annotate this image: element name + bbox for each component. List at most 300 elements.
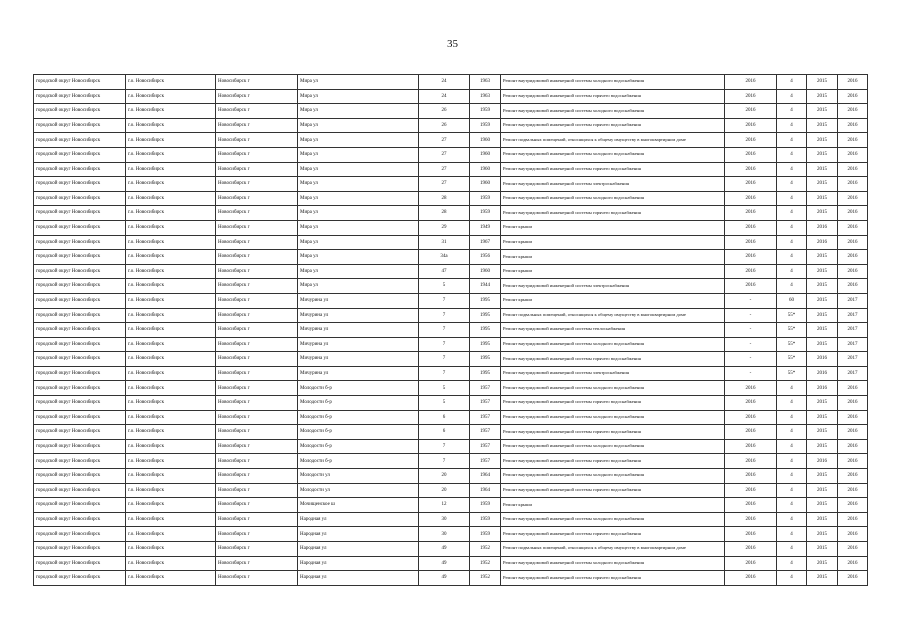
start-year-cell: 2015 (807, 571, 838, 586)
settlement-cell: г.о. Новосибирск (126, 571, 216, 586)
work-type-cell: Ремонт крыши (501, 293, 725, 308)
start-year-cell: 2016 (807, 381, 838, 396)
plan-year-cell: - (725, 293, 777, 308)
house-number-cell: 20 (419, 469, 470, 484)
table-row (34, 571, 868, 586)
start-year-cell: 2015 (807, 162, 838, 177)
build-year-cell: 1949 (470, 220, 501, 235)
wear-percent-cell: 4 (777, 512, 807, 527)
city-cell: Новосибирск г (216, 133, 298, 148)
municipality-cell: городской округ Новосибирск (34, 250, 126, 265)
street-cell: Молодости ул (298, 483, 419, 498)
plan-year-cell: - (725, 352, 777, 367)
house-number-cell: 24 (419, 89, 470, 104)
city-cell: Новосибирск г (216, 454, 298, 469)
work-type-cell: Ремонт крыши (501, 235, 725, 250)
build-year-cell: 1957 (470, 454, 501, 469)
wear-percent-cell: 4 (777, 104, 807, 119)
build-year-cell: 1960 (470, 264, 501, 279)
start-year-cell: 2015 (807, 512, 838, 527)
wear-percent-cell: 4 (777, 220, 807, 235)
table-row (34, 498, 868, 513)
plan-year-cell: 2016 (725, 483, 777, 498)
start-year-cell: 2015 (807, 396, 838, 411)
settlement-cell: г.о. Новосибирск (126, 410, 216, 425)
work-type-cell: Ремонт внутридомовой инженерной системы холодного водоснабжения (501, 556, 725, 571)
table-row (34, 425, 868, 440)
wear-percent-cell: 4 (777, 177, 807, 192)
work-type-cell: Ремонт внутридомовой инженерной системы теплоснабжения (501, 323, 725, 338)
settlement-cell: г.о. Новосибирск (126, 556, 216, 571)
page-number: 35 (447, 38, 458, 50)
start-year-cell: 2015 (807, 498, 838, 513)
table-row (34, 308, 868, 323)
wear-percent-cell: 4 (777, 571, 807, 586)
street-cell: Молодости б-р (298, 396, 419, 411)
wear-percent-cell: 4 (777, 542, 807, 557)
end-year-cell: 2016 (838, 469, 868, 484)
city-cell: Новосибирск г (216, 396, 298, 411)
build-year-cell: 1960 (470, 147, 501, 162)
plan-year-cell: 2016 (725, 527, 777, 542)
build-year-cell: 1964 (470, 483, 501, 498)
settlement-cell: г.о. Новосибирск (126, 439, 216, 454)
plan-year-cell: 2016 (725, 542, 777, 557)
municipality-cell: городской округ Новосибирск (34, 454, 126, 469)
settlement-cell: г.о. Новосибирск (126, 498, 216, 513)
build-year-cell: 1960 (470, 133, 501, 148)
city-cell: Новосибирск г (216, 104, 298, 119)
settlement-cell: г.о. Новосибирск (126, 118, 216, 133)
start-year-cell: 2015 (807, 104, 838, 119)
city-cell: Новосибирск г (216, 177, 298, 192)
city-cell: Новосибирск г (216, 235, 298, 250)
municipality-cell: городской округ Новосибирск (34, 483, 126, 498)
start-year-cell: 2015 (807, 425, 838, 440)
plan-year-cell: 2016 (725, 556, 777, 571)
settlement-cell: г.о. Новосибирск (126, 293, 216, 308)
work-type-cell: Ремонт внутридомовой инженерной системы холодного водоснабжения (501, 337, 725, 352)
build-year-cell: 1964 (470, 469, 501, 484)
house-number-cell: 26 (419, 104, 470, 119)
municipality-cell: городской округ Новосибирск (34, 337, 126, 352)
work-type-cell: Ремонт внутридомовой инженерной системы электроснабжения (501, 177, 725, 192)
municipality-cell: городской округ Новосибирск (34, 556, 126, 571)
house-number-cell: 7 (419, 352, 470, 367)
work-type-cell: Ремонт внутридомовой инженерной системы горячего водоснабжения (501, 162, 725, 177)
city-cell: Новосибирск г (216, 571, 298, 586)
build-year-cell: 1957 (470, 381, 501, 396)
plan-year-cell: 2016 (725, 133, 777, 148)
street-cell: Молодости б-р (298, 381, 419, 396)
table-row (34, 162, 868, 177)
wear-percent-cell: 4 (777, 396, 807, 411)
end-year-cell: 2016 (838, 206, 868, 221)
start-year-cell: 2015 (807, 542, 838, 557)
wear-percent-cell: 4 (777, 439, 807, 454)
wear-percent-cell: 4 (777, 147, 807, 162)
work-type-cell: Ремонт внутридомовой инженерной системы горячего водоснабжения (501, 118, 725, 133)
wear-percent-cell: 60 (777, 293, 807, 308)
work-type-cell: Ремонт внутридомовой инженерной системы горячего водоснабжения (501, 483, 725, 498)
house-number-cell: 31 (419, 235, 470, 250)
start-year-cell: 2016 (807, 220, 838, 235)
settlement-cell: г.о. Новосибирск (126, 469, 216, 484)
work-type-cell: Ремонт внутридомовой инженерной системы горячего водоснабжения (501, 352, 725, 367)
table-row (34, 89, 868, 104)
settlement-cell: г.о. Новосибирск (126, 133, 216, 148)
table-row (34, 206, 868, 221)
work-type-cell: Ремонт внутридомовой инженерной системы холодного водоснабжения (501, 104, 725, 119)
settlement-cell: г.о. Новосибирск (126, 75, 216, 90)
city-cell: Новосибирск г (216, 542, 298, 557)
end-year-cell: 2016 (838, 527, 868, 542)
plan-year-cell: 2016 (725, 162, 777, 177)
city-cell: Новосибирск г (216, 308, 298, 323)
city-cell: Новосибирск г (216, 410, 298, 425)
build-year-cell: 1944 (470, 279, 501, 294)
settlement-cell: г.о. Новосибирск (126, 527, 216, 542)
work-type-cell: Ремонт внутридомовой инженерной системы электроснабжения (501, 279, 725, 294)
work-type-cell: Ремонт крыши (501, 264, 725, 279)
build-year-cell: 1995 (470, 337, 501, 352)
municipality-cell: городской округ Новосибирск (34, 396, 126, 411)
start-year-cell: 2015 (807, 323, 838, 338)
end-year-cell: 2016 (838, 191, 868, 206)
wear-percent-cell: 4 (777, 425, 807, 440)
settlement-cell: г.о. Новосибирск (126, 425, 216, 440)
city-cell: Новосибирск г (216, 337, 298, 352)
city-cell: Новосибирск г (216, 250, 298, 265)
end-year-cell: 2016 (838, 381, 868, 396)
build-year-cell: 1995 (470, 293, 501, 308)
street-cell: Мира ул (298, 220, 419, 235)
end-year-cell: 2016 (838, 425, 868, 440)
plan-year-cell: 2016 (725, 89, 777, 104)
municipality-cell: городской округ Новосибирск (34, 381, 126, 396)
work-type-cell: Ремонт внутридомовой инженерной системы холодного водоснабжения (501, 191, 725, 206)
build-year-cell: 1957 (470, 425, 501, 440)
end-year-cell: 2016 (838, 556, 868, 571)
plan-year-cell: 2016 (725, 498, 777, 513)
wear-percent-cell: 4 (777, 527, 807, 542)
build-year-cell: 1957 (470, 396, 501, 411)
street-cell: Мира ул (298, 235, 419, 250)
city-cell: Новосибирск г (216, 323, 298, 338)
build-year-cell: 1995 (470, 366, 501, 381)
wear-percent-cell: 4 (777, 191, 807, 206)
street-cell: Народная ул (298, 512, 419, 527)
house-number-cell: 49 (419, 556, 470, 571)
plan-year-cell: 2016 (725, 425, 777, 440)
settlement-cell: г.о. Новосибирск (126, 177, 216, 192)
city-cell: Новосибирск г (216, 469, 298, 484)
municipality-cell: городской округ Новосибирск (34, 308, 126, 323)
city-cell: Новосибирск г (216, 498, 298, 513)
city-cell: Новосибирск г (216, 352, 298, 367)
street-cell: Народная ул (298, 556, 419, 571)
work-type-cell: Ремонт крыши (501, 220, 725, 235)
settlement-cell: г.о. Новосибирск (126, 235, 216, 250)
house-number-cell: 7 (419, 323, 470, 338)
municipality-cell: городской округ Новосибирск (34, 162, 126, 177)
city-cell: Новосибирск г (216, 381, 298, 396)
table-row (34, 220, 868, 235)
street-cell: Мира ул (298, 206, 419, 221)
settlement-cell: г.о. Новосибирск (126, 264, 216, 279)
street-cell: Мичурина ул (298, 337, 419, 352)
plan-year-cell: 2016 (725, 118, 777, 133)
wear-percent-cell: 4 (777, 498, 807, 513)
wear-percent-cell: 55* (777, 308, 807, 323)
street-cell: Мира ул (298, 133, 419, 148)
start-year-cell: 2015 (807, 469, 838, 484)
settlement-cell: г.о. Новосибирск (126, 162, 216, 177)
house-number-cell: 12 (419, 498, 470, 513)
work-type-cell: Ремонт внутридомовой инженерной системы горячего водоснабжения (501, 425, 725, 440)
street-cell: Молодости ул (298, 469, 419, 484)
table-row (34, 454, 868, 469)
start-year-cell: 2015 (807, 206, 838, 221)
end-year-cell: 2016 (838, 250, 868, 265)
wear-percent-cell: 4 (777, 89, 807, 104)
street-cell: Мичурина ул (298, 352, 419, 367)
municipality-cell: городской округ Новосибирск (34, 147, 126, 162)
work-type-cell: Ремонт внутридомовой инженерной системы горячего водоснабжения (501, 571, 725, 586)
house-number-cell: 5 (419, 396, 470, 411)
work-type-cell: Ремонт подвальных помещений, относящихся к общему имуществу в многоквартирном доме (501, 542, 725, 557)
work-type-cell: Ремонт внутридомовой инженерной системы горячего водоснабжения (501, 206, 725, 221)
work-type-cell: Ремонт подвальных помещений, относящихся к общему имуществу в многоквартирном доме (501, 133, 725, 148)
city-cell: Новосибирск г (216, 483, 298, 498)
table-row (34, 250, 868, 265)
house-number-cell: 27 (419, 162, 470, 177)
table-row (34, 235, 868, 250)
house-number-cell: 7 (419, 366, 470, 381)
repair-schedule-table (33, 74, 868, 586)
wear-percent-cell: 4 (777, 381, 807, 396)
municipality-cell: городской округ Новосибирск (34, 527, 126, 542)
house-number-cell: 34а (419, 250, 470, 265)
municipality-cell: городской округ Новосибирск (34, 352, 126, 367)
house-number-cell: 7 (419, 308, 470, 323)
table-row (34, 75, 868, 90)
city-cell: Новосибирск г (216, 162, 298, 177)
start-year-cell: 2015 (807, 118, 838, 133)
end-year-cell: 2016 (838, 264, 868, 279)
house-number-cell: 30 (419, 512, 470, 527)
municipality-cell: городской округ Новосибирск (34, 75, 126, 90)
table-row (34, 323, 868, 338)
city-cell: Новосибирск г (216, 512, 298, 527)
plan-year-cell: 2016 (725, 410, 777, 425)
city-cell: Новосибирск г (216, 425, 298, 440)
municipality-cell: городской округ Новосибирск (34, 133, 126, 148)
municipality-cell: городской округ Новосибирск (34, 425, 126, 440)
settlement-cell: г.о. Новосибирск (126, 366, 216, 381)
start-year-cell: 2016 (807, 235, 838, 250)
end-year-cell: 2016 (838, 89, 868, 104)
street-cell: Молодости б-р (298, 439, 419, 454)
street-cell: Мира ул (298, 75, 419, 90)
plan-year-cell: 2016 (725, 396, 777, 411)
start-year-cell: 2015 (807, 527, 838, 542)
settlement-cell: г.о. Новосибирск (126, 381, 216, 396)
house-number-cell: 7 (419, 454, 470, 469)
plan-year-cell: 2016 (725, 235, 777, 250)
wear-percent-cell: 4 (777, 118, 807, 133)
street-cell: Народная ул (298, 571, 419, 586)
end-year-cell: 2017 (838, 323, 868, 338)
settlement-cell: г.о. Новосибирск (126, 250, 216, 265)
table-row (34, 264, 868, 279)
table-row (34, 512, 868, 527)
settlement-cell: г.о. Новосибирск (126, 337, 216, 352)
work-type-cell: Ремонт внутридомовой инженерной системы холодного водоснабжения (501, 512, 725, 527)
street-cell: Мичурина ул (298, 366, 419, 381)
build-year-cell: 1963 (470, 75, 501, 90)
house-number-cell: 28 (419, 191, 470, 206)
work-type-cell: Ремонт внутридомовой инженерной системы горячего водоснабжения (501, 454, 725, 469)
table-row (34, 483, 868, 498)
end-year-cell: 2016 (838, 571, 868, 586)
municipality-cell: городской округ Новосибирск (34, 571, 126, 586)
end-year-cell: 2016 (838, 512, 868, 527)
table-row (34, 556, 868, 571)
house-number-cell: 30 (419, 527, 470, 542)
city-cell: Новосибирск г (216, 206, 298, 221)
settlement-cell: г.о. Новосибирск (126, 191, 216, 206)
build-year-cell: 1952 (470, 542, 501, 557)
plan-year-cell: 2016 (725, 279, 777, 294)
municipality-cell: городской округ Новосибирск (34, 191, 126, 206)
table-row (34, 410, 868, 425)
settlement-cell: г.о. Новосибирск (126, 147, 216, 162)
street-cell: Мира ул (298, 177, 419, 192)
work-type-cell: Ремонт внутридомовой инженерной системы горячего водоснабжения (501, 89, 725, 104)
city-cell: Новосибирск г (216, 147, 298, 162)
city-cell: Новосибирск г (216, 279, 298, 294)
city-cell: Новосибирск г (216, 264, 298, 279)
build-year-cell: 1957 (470, 439, 501, 454)
plan-year-cell: 2016 (725, 264, 777, 279)
street-cell: Мочищенское ш (298, 498, 419, 513)
plan-year-cell: - (725, 366, 777, 381)
start-year-cell: 2015 (807, 483, 838, 498)
plan-year-cell: 2016 (725, 75, 777, 90)
end-year-cell: 2017 (838, 293, 868, 308)
work-type-cell: Ремонт внутридомовой инженерной системы холодного водоснабжения (501, 147, 725, 162)
start-year-cell: 2015 (807, 308, 838, 323)
wear-percent-cell: 4 (777, 469, 807, 484)
house-number-cell: 20 (419, 483, 470, 498)
build-year-cell: 1959 (470, 206, 501, 221)
settlement-cell: г.о. Новосибирск (126, 396, 216, 411)
street-cell: Мира ул (298, 162, 419, 177)
end-year-cell: 2016 (838, 220, 868, 235)
municipality-cell: городской округ Новосибирск (34, 279, 126, 294)
settlement-cell: г.о. Новосибирск (126, 279, 216, 294)
work-type-cell: Ремонт внутридомовой инженерной системы холодного водоснабжения (501, 439, 725, 454)
municipality-cell: городской округ Новосибирск (34, 264, 126, 279)
plan-year-cell: 2016 (725, 220, 777, 235)
plan-year-cell: - (725, 323, 777, 338)
municipality-cell: городской округ Новосибирск (34, 220, 126, 235)
wear-percent-cell: 55* (777, 323, 807, 338)
start-year-cell: 2015 (807, 133, 838, 148)
house-number-cell: 5 (419, 381, 470, 396)
start-year-cell: 2015 (807, 147, 838, 162)
house-number-cell: 26 (419, 118, 470, 133)
wear-percent-cell: 4 (777, 206, 807, 221)
work-type-cell: Ремонт внутридомовой инженерной системы холодного водоснабжения (501, 381, 725, 396)
house-number-cell: 27 (419, 133, 470, 148)
municipality-cell: городской округ Новосибирск (34, 104, 126, 119)
house-number-cell: 6 (419, 425, 470, 440)
municipality-cell: городской округ Новосибирск (34, 293, 126, 308)
wear-percent-cell: 55* (777, 366, 807, 381)
settlement-cell: г.о. Новосибирск (126, 220, 216, 235)
build-year-cell: 1995 (470, 352, 501, 367)
build-year-cell: 1995 (470, 323, 501, 338)
wear-percent-cell: 4 (777, 556, 807, 571)
start-year-cell: 2016 (807, 454, 838, 469)
wear-percent-cell: 4 (777, 235, 807, 250)
wear-percent-cell: 4 (777, 410, 807, 425)
city-cell: Новосибирск г (216, 220, 298, 235)
table-row (34, 337, 868, 352)
end-year-cell: 2017 (838, 308, 868, 323)
end-year-cell: 2016 (838, 454, 868, 469)
city-cell: Новосибирск г (216, 118, 298, 133)
house-number-cell: 7 (419, 439, 470, 454)
table-row (34, 381, 868, 396)
work-type-cell: Ремонт внутридомовой инженерной системы холодного водоснабжения (501, 410, 725, 425)
build-year-cell: 1959 (470, 104, 501, 119)
settlement-cell: г.о. Новосибирск (126, 206, 216, 221)
end-year-cell: 2016 (838, 177, 868, 192)
table-row (34, 177, 868, 192)
table-row (34, 147, 868, 162)
city-cell: Новосибирск г (216, 293, 298, 308)
end-year-cell: 2016 (838, 147, 868, 162)
plan-year-cell: 2016 (725, 571, 777, 586)
end-year-cell: 2016 (838, 118, 868, 133)
start-year-cell: 2016 (807, 352, 838, 367)
wear-percent-cell: 4 (777, 483, 807, 498)
settlement-cell: г.о. Новосибирск (126, 483, 216, 498)
table-row (34, 469, 868, 484)
plan-year-cell: 2016 (725, 454, 777, 469)
street-cell: Мичурина ул (298, 293, 419, 308)
house-number-cell: 7 (419, 293, 470, 308)
end-year-cell: 2017 (838, 366, 868, 381)
plan-year-cell: 2016 (725, 206, 777, 221)
settlement-cell: г.о. Новосибирск (126, 89, 216, 104)
end-year-cell: 2016 (838, 396, 868, 411)
street-cell: Мира ул (298, 264, 419, 279)
settlement-cell: г.о. Новосибирск (126, 104, 216, 119)
street-cell: Мира ул (298, 104, 419, 119)
work-type-cell: Ремонт крыши (501, 250, 725, 265)
build-year-cell: 1995 (470, 308, 501, 323)
end-year-cell: 2016 (838, 235, 868, 250)
settlement-cell: г.о. Новосибирск (126, 323, 216, 338)
build-year-cell: 1959 (470, 118, 501, 133)
city-cell: Новосибирск г (216, 527, 298, 542)
house-number-cell: 49 (419, 571, 470, 586)
build-year-cell: 1956 (470, 250, 501, 265)
